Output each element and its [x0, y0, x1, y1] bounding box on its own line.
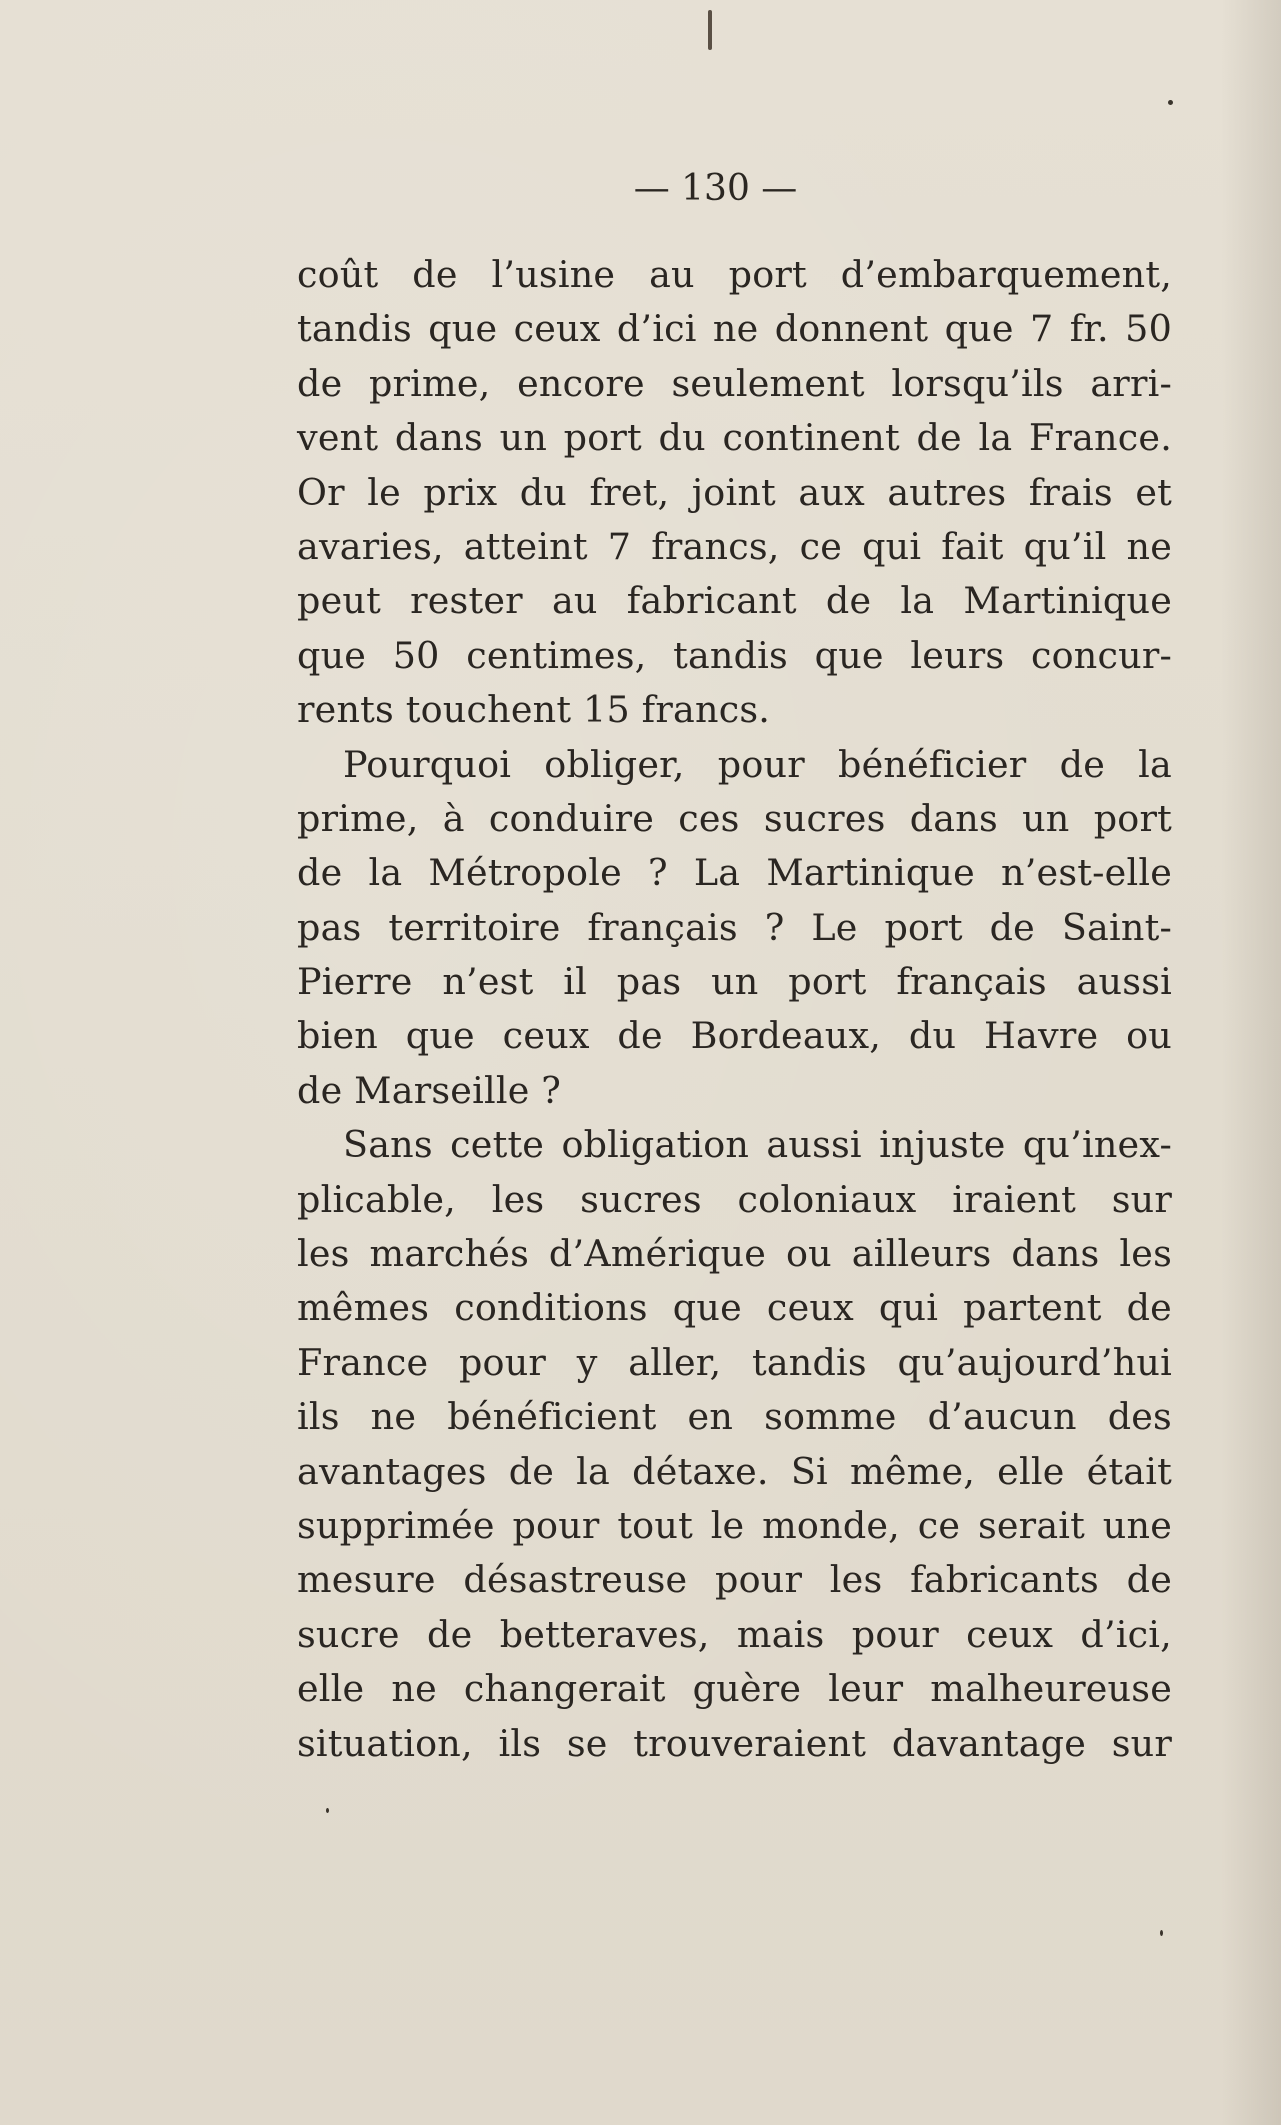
text-line: ils ne bénéficient en somme d’aucun des — [297, 1395, 1172, 1439]
paper-speck — [1160, 1930, 1163, 1936]
text-line: de Marseille ? — [297, 1068, 562, 1112]
text-line: France pour y aller, tandis qu’aujourd’hui — [297, 1340, 1172, 1384]
text-line: avantages de la détaxe. Si même, elle était — [297, 1449, 1172, 1493]
text-line: coût de l’usine au port d’embarquement, — [297, 253, 1172, 296]
binding-mark — [708, 10, 712, 50]
text-line: que 50 centimes, tandis que leurs concur- — [297, 633, 1172, 677]
text-line: tandis que ceux d’ici ne donnent que 7 fr. 50 — [297, 307, 1172, 351]
text-line: elle ne changerait guère leur malheureuse — [297, 1667, 1172, 1711]
text-line: supprimée pour tout le monde, ce serait une — [297, 1503, 1172, 1547]
page-number: — 130 — — [633, 168, 798, 209]
text-line: mêmes conditions que ceux qui partent de — [297, 1286, 1172, 1330]
body-text — [297, 248, 1172, 1771]
text-line: avaries, atteint 7 francs, ce qui fait qu’il ne — [297, 524, 1172, 568]
text-line: Pierre n’est il pas un port français aussi — [297, 960, 1172, 1004]
text-line: Pourquoi obliger, pour bénéficier de la — [343, 742, 1172, 786]
text-line: rents touchent 15 francs. — [297, 688, 771, 732]
text-line: sucre de betteraves, mais pour ceux d’ici, — [297, 1612, 1172, 1656]
text-line: prime, à conduire ces sucres dans un port — [297, 796, 1172, 840]
text-line: de la Métropole ? La Martinique n’est-elle — [297, 851, 1172, 895]
page-edge-shadow — [1221, 0, 1281, 2125]
text-line: mesure désastreuse pour les fabricants de — [297, 1558, 1172, 1602]
paper-speck — [326, 1808, 329, 1813]
text-line: peut rester au fabricant de la Martinique — [297, 579, 1172, 623]
paper-speck — [1168, 100, 1173, 105]
text-line: plicable, les sucres coloniaux iraient sur — [297, 1177, 1172, 1221]
text-line: pas territoire français ? Le port de Saint- — [297, 905, 1172, 949]
text-line: vent dans un port du continent de la France. — [297, 416, 1172, 460]
text-line: Sans cette obligation aussi injuste qu’inex- — [343, 1123, 1172, 1167]
text-line: bien que ceux de Bordeaux, du Havre ou — [297, 1014, 1172, 1058]
text-line: situation, ils se trouveraient davantage sur — [297, 1721, 1172, 1765]
text-line: de prime, encore seulement lorsqu’ils arri- — [297, 361, 1172, 405]
text-line: les marchés d’Amérique ou ailleurs dans les — [297, 1232, 1172, 1276]
text-line: Or le prix du fret, joint aux autres frais et — [297, 470, 1172, 514]
